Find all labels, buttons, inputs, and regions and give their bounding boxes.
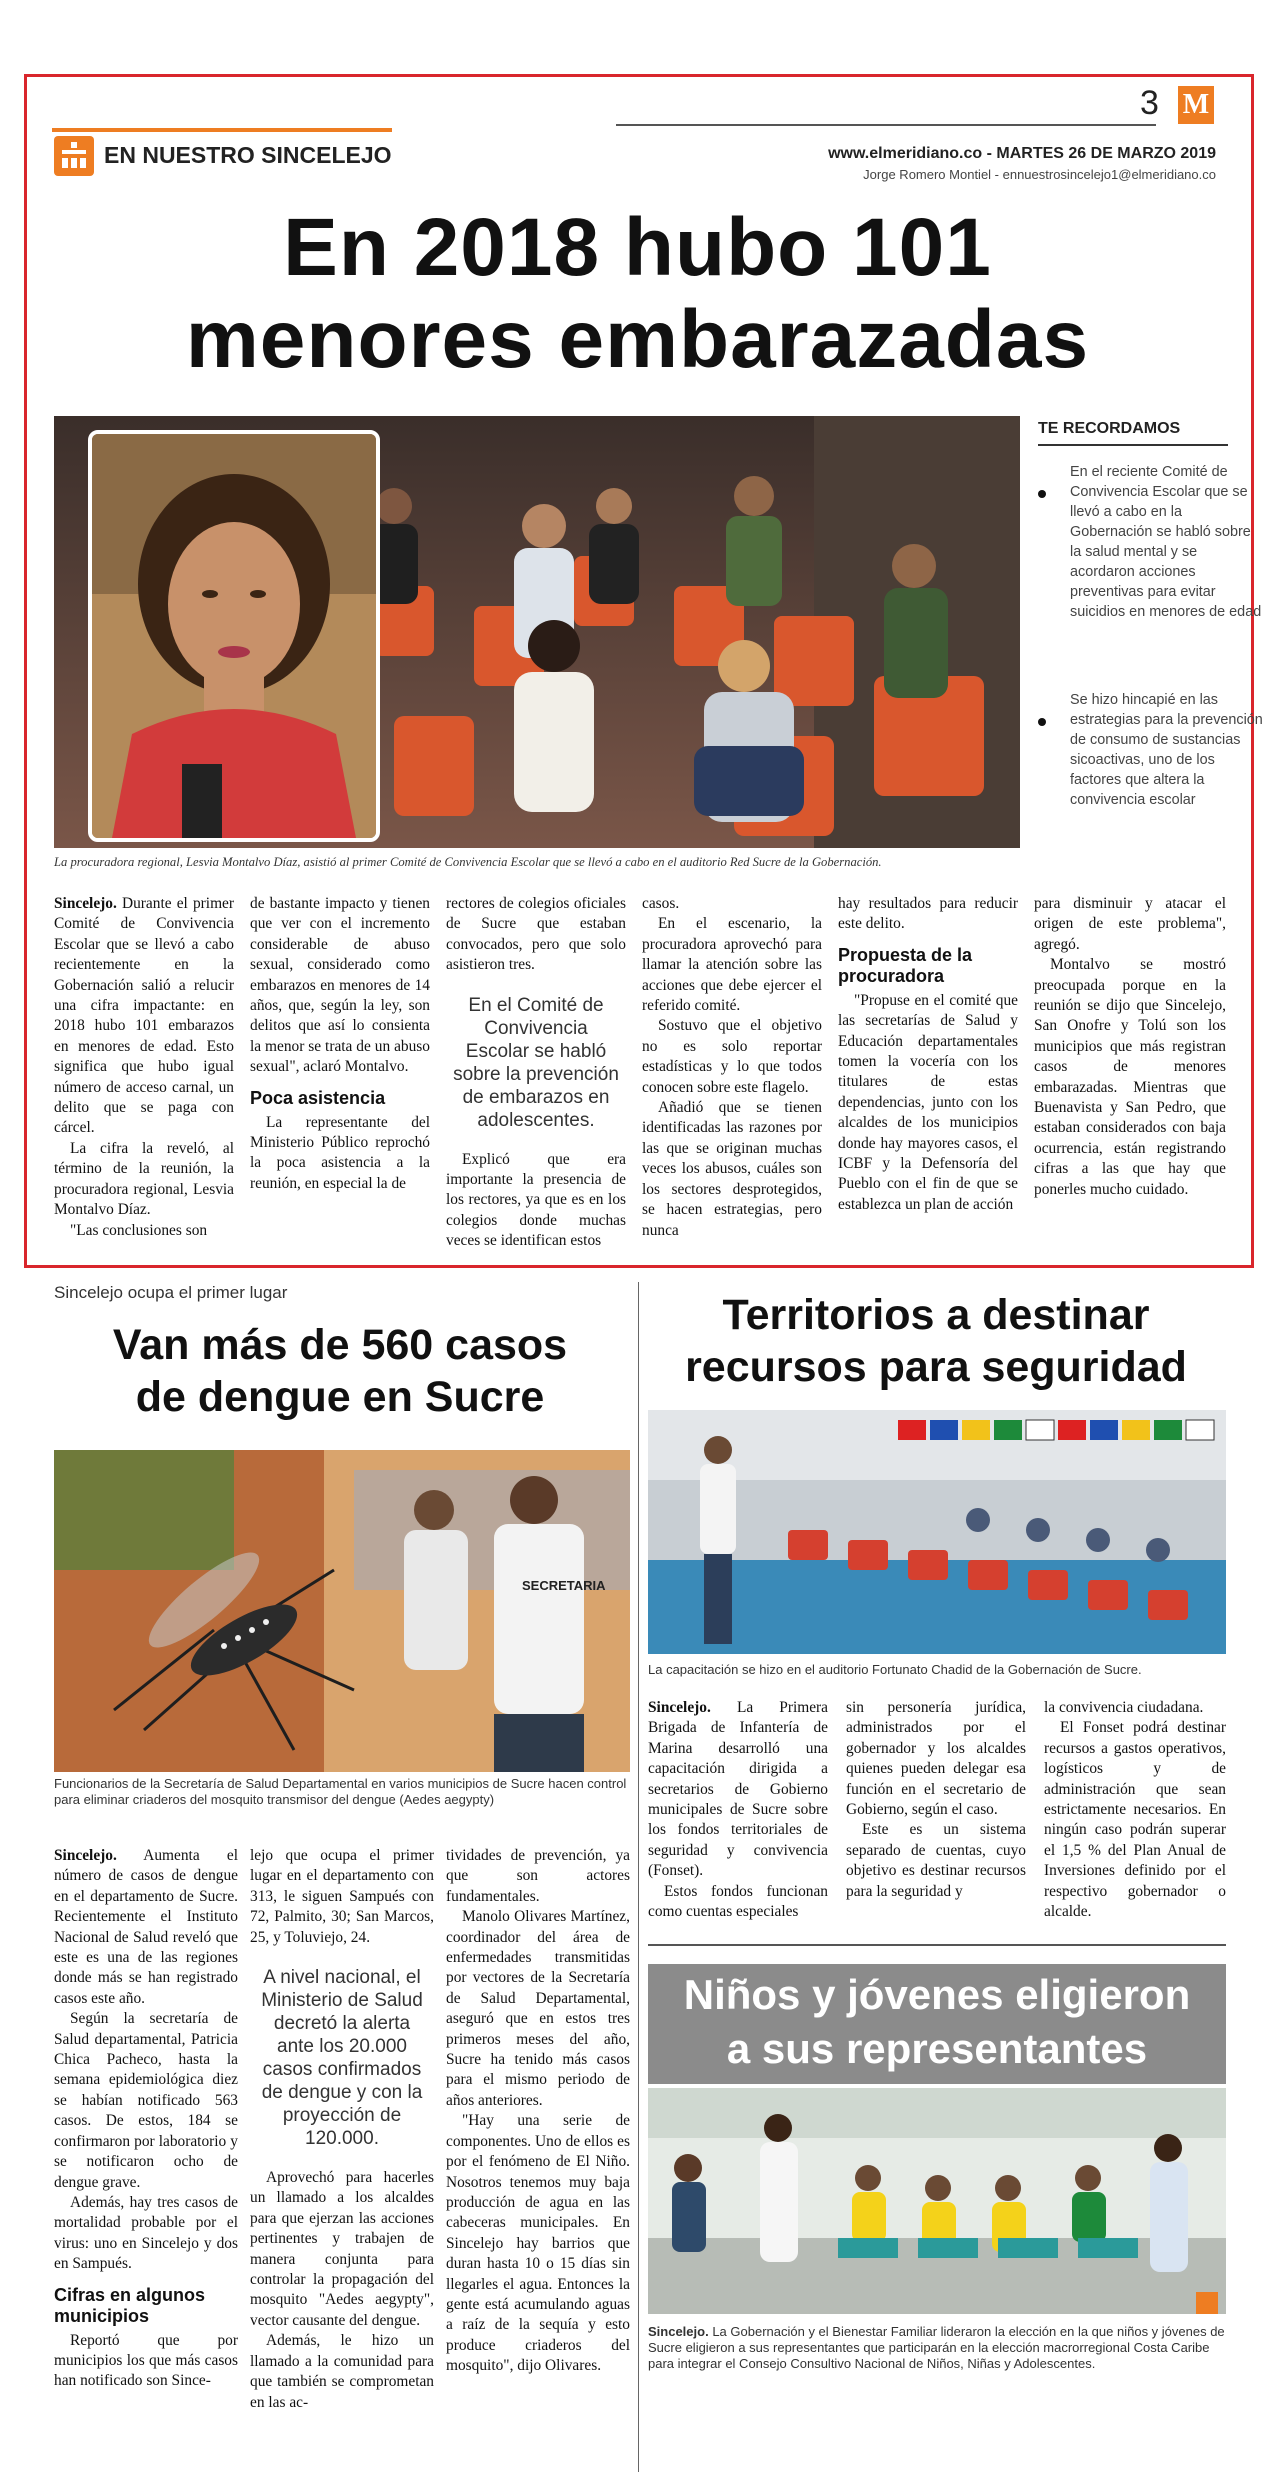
newspaper-logo: M	[1178, 86, 1214, 124]
story1-column-1	[54, 894, 234, 1241]
pull-quote: En el Comité de Convivencia Escolar se habló sobre la prevención de embarazos en adolescentes.	[453, 994, 619, 1131]
paragraph: Este es un sistema separado de cuentas, cuyo objetivo es destinar recursos para la seguridad y	[846, 1821, 1026, 1900]
paragraph: Manolo Olivares Martínez, coordinador del área de enfermedades transmitidas por vectores de la Secretaría de Salud Departamental, aseguró que en estos tres primeros meses del año, Sucre ha tenido más casos para el mismo periodo de años anteriores.	[446, 1908, 630, 2109]
paragraph: rectores de colegios oficiales de Sucre que estaban convocados, pero que solo asistieron tres.	[446, 895, 626, 974]
story2-column-2	[250, 1846, 434, 2413]
header-rule	[616, 124, 1156, 126]
sidebar-title: TE RECORDAMOS	[1038, 420, 1181, 437]
headline-2-line1: Van más de 560 casos	[112, 1321, 568, 1369]
paragraph: La representante del Ministerio Público reprochó la poca asistencia a la reunión, en especial la de	[250, 1113, 430, 1192]
story1-column-5	[838, 894, 1018, 1215]
sidebar-rule	[1038, 444, 1228, 446]
paragraph: Estos fondos funcionan como cuentas especiales	[648, 1882, 828, 1921]
pull-quote: A nivel nacional, el Ministerio de Salud decretó la alerta ante los 20.000 casos confirmados de dengue y con la proyección de 120.000.	[261, 1967, 423, 2150]
paragraph: Añadió que se tienen identificadas las razones por las que se originan muchas veces los abusos, cuáles son los sectores desprotegidos, se hacen estrategias, pero nunca	[642, 1099, 822, 1239]
dengue-photo	[54, 1450, 630, 1772]
subheading: Cifras en algunos municipios	[54, 2284, 206, 2326]
photo-caption-4	[648, 2324, 1226, 2372]
paragraph: Según la secretaría de Salud departamental, Patricia Chica Pacheco, hasta la semana epidemiológica diez se habían notificado 563 casos. De estos, 184 se confirmaron por laboratorio y se notificaron ocho de dengue grave.	[54, 2010, 238, 2191]
page-number: 3	[1140, 84, 1159, 122]
section-icon	[54, 136, 94, 176]
column-divider	[638, 1282, 639, 2472]
paragraph: Sostuvo que el objetivo no es solo reportar estadísticas y lo que todos conocen sobre este flagelo.	[642, 1017, 822, 1096]
dateline: Sincelejo.	[54, 895, 117, 912]
paragraph: Aprovechó para hacerles un llamado a los alcaldes para que ejerzan las acciones pertinentes y trabajen de manera conjunta para controlar la propagación del mosquito "Aedes aegypty", vector causante del dengue.	[250, 2169, 434, 2329]
headline-4-line2: a sus representantes	[726, 2025, 1148, 2072]
sidebar-item	[1038, 690, 1263, 870]
byline: Jorge Romero Montiel - ennuestrosincelejo1@elmeridiano.co	[863, 167, 1216, 182]
dateline: Sincelejo.	[648, 2324, 709, 2339]
story-divider	[648, 1944, 1226, 1946]
section-rule	[52, 128, 392, 132]
paragraph: "Propuse en el comité que las secretarías de Salud y Educación departamentales tomen la vocería con los titulares de estas dependencias, junto con los alcaldes de los municipios donde hay mayores casos, el ICBF y la Defensoría del Pueblo con el fin de que se establezca un plan de acción	[838, 991, 1018, 1213]
paragraph: El Fonset podrá destinar recursos a gastos operativos, logísticos y de administración que sean estrictamente necesarios. En ningún caso podrán superar el 1,5 % del Plan Anual de Inversiones definido por el respectivo gobernador o alcalde.	[1044, 1719, 1226, 1921]
paragraph: Montalvo se mostró preocupada porque en la reunión se dijo que Sincelejo, San Onofre y Tolú son los municipios que más registran casos de menores embarazadas. Mientras que Buenavista y San Pedro, que estaban considerados con baja ocurrencia, están registrando cifras a las que hay que ponerles mucho cuidado.	[1034, 956, 1226, 1198]
story2-column-3	[446, 1846, 630, 2377]
paragraph: "Las conclusiones son	[70, 1221, 208, 1239]
headline-2-line2: de dengue en Sucre	[135, 1373, 545, 1421]
bullet-icon	[1038, 718, 1046, 726]
story3-column-2	[846, 1698, 1026, 1902]
bullet-icon	[1038, 490, 1046, 498]
sidebar-item-text: Se hizo hincapié en las estrategias para la prevención de consumo de sustancias sicoactivas, uno de los factores que altera la convivencia escolar	[1070, 692, 1263, 808]
story1-column-3	[446, 894, 626, 1252]
paragraph: de bastante impacto y tienen que ver con el incremento considerable de abuso sexual, considerado como embarazos en menores de 14 años, que, según la ley, son delitos que así lo consienta la menor se trata de un abuso sexual", aclaró Montalvo.	[250, 895, 430, 1076]
paragraph: Además, le hizo un llamado a la comunidad para que también se comprometan en las ac-	[250, 2332, 434, 2411]
paragraph: Además, hay tres casos de mortalidad probable por el virus: uno en Sincelejo y dos en Sampués.	[54, 2193, 238, 2273]
headline-1-line2: menores embarazadas	[185, 294, 1090, 385]
story3-column-3	[1044, 1698, 1226, 1922]
story1-column-2	[250, 894, 430, 1194]
auditorium-photo	[648, 1410, 1226, 1654]
paragraph: Aumenta el número de casos de dengue en el departamento de Sucre. Recientemente el Instituto Nacional de Salud reveló que este es una de las regiones donde más se han registrado casos este año.	[54, 1847, 238, 2007]
logo-badge-icon	[1196, 2292, 1218, 2314]
paragraph: sin personería jurídica, administrados por el gobernador y los alcaldes quienes pueden delegar esa función en el secretario de Gobierno, según el caso.	[846, 1699, 1026, 1819]
headline-3-line1: Territorios a destinar	[722, 1291, 1150, 1339]
paragraph: En el escenario, la procuradora aprovechó para llamar la atención sobre las acciones que debe ejercer el referido comité.	[642, 915, 822, 1015]
photo-caption-3: La capacitación se hizo en el auditorio Fortunato Chadid de la Gobernación de Sucre.	[648, 1662, 1142, 1677]
headline-4-line1: Niños y jóvenes eligieron	[683, 1971, 1191, 2018]
story1-column-4	[642, 894, 822, 1241]
sidebar-item-text: En el reciente Comité de Convivencia Escolar que se llevó a cabo en la Gobernación se habló sobre la salud mental y se acordaron acciones preventivas para evitar suicidios en menores de edad	[1070, 464, 1262, 620]
caption-text: La Gobernación y el Bienestar Familiar lideraron la elección en la que niños y jóvenes de Sucre eligieron a sus representantes que participarán en la elección macrorregional Costa Caribe para integrar el Consejo Consultivo Nacional de Niños, Niñas y Adolescentes.	[648, 2324, 1225, 2371]
dateline: Sincelejo.	[54, 1847, 117, 1864]
subheading: Poca asistencia	[250, 1087, 386, 1108]
paragraph: la convivencia ciudadana.	[1044, 1699, 1204, 1716]
headline-1-line1: En 2018 hubo 101	[283, 202, 992, 293]
story1-column-6	[1034, 894, 1226, 1200]
paragraph: tividades de prevención, ya que son actores fundamentales.	[446, 1847, 630, 1905]
paragraph: La Primera Brigada de Infantería de Marina desarrolló una capacitación dirigida a secretarios de Gobierno municipales de Sucre sobre los fondos territoriales de seguridad y convivencia (Fonset).	[648, 1699, 828, 1880]
paragraph: para disminuir y atacar el origen de este problema", agregó.	[1034, 895, 1226, 953]
kicker: Sincelejo ocupa el primer lugar	[54, 1283, 288, 1302]
paragraph: Durante el primer Comité de Convivencia Escolar que se llevó a cabo recientemente en la Gobernación salió a relucir una cifra impactante: en 2018 hubo 101 embarazos en menores de edad. Esto significa que hubo igual número de acceso carnal, un delito que se paga con cárcel.	[54, 895, 234, 1137]
headline-3-line2: recursos para seguridad	[685, 1343, 1187, 1391]
paragraph: La cifra la reveló, al término de la reunión, la procuradora regional, Lesvia Montalvo Díaz.	[54, 1139, 234, 1219]
subheading: Propuesta de la procuradora	[838, 944, 973, 986]
sidebar-item	[1038, 462, 1262, 682]
paragraph: Reportó que por municipios los que más casos han notificado son Since-	[54, 2331, 238, 2390]
paragraph: "Hay una serie de componentes. Uno de ellos es por el fenómeno de El Niño. Nosotros tenemos muy baja producción de agua en las cabeceras municipales. En Sincelejo hay barrios que duran hasta 10 o 15 días sin llegarles el agua. Entonces la gente está acumulando aguas a raíz de la sequía y esto produce criaderos del mosquito", dijo Olivares.	[446, 2112, 630, 2375]
story2-column-1	[54, 1846, 238, 2392]
classroom-photo	[648, 2088, 1226, 2314]
paragraph: hay resultados para reducir este delito.	[838, 895, 1018, 933]
vest-text: SECRETARIA	[522, 1578, 606, 1593]
site-date: www.elmeridiano.co - MARTES 26 DE MARZO 2019	[828, 145, 1216, 162]
inset-portrait-photo	[88, 430, 380, 842]
paragraph: casos.	[642, 895, 680, 912]
section-title: EN NUESTRO SINCELEJO	[104, 142, 392, 168]
story3-column-1	[648, 1698, 828, 1922]
dateline: Sincelejo.	[648, 1699, 711, 1716]
photo-caption-1: La procuradora regional, Lesvia Montalvo Díaz, asistió al primer Comité de Convivencia Escolar que se llevó a cabo en el auditorio Red Sucre de la Gobernación.	[54, 855, 882, 869]
photo-caption-2: Funcionarios de la Secretaría de Salud Departamental en varios municipios de Sucre hacen control para eliminar criaderos del mosquito transmisor del dengue (Aedes aegypty)	[54, 1776, 627, 1807]
paragraph: Explicó que era importante la presencia de los rectores, ya que es en los colegios donde muchas veces se identifican estos	[446, 1150, 626, 1250]
paragraph: lejo que ocupa el primer lugar en el departamento con 313, le siguen Sampués con 72, Palmito, 30; San Marcos, 25, y Toluviejo, 24.	[250, 1847, 434, 1946]
